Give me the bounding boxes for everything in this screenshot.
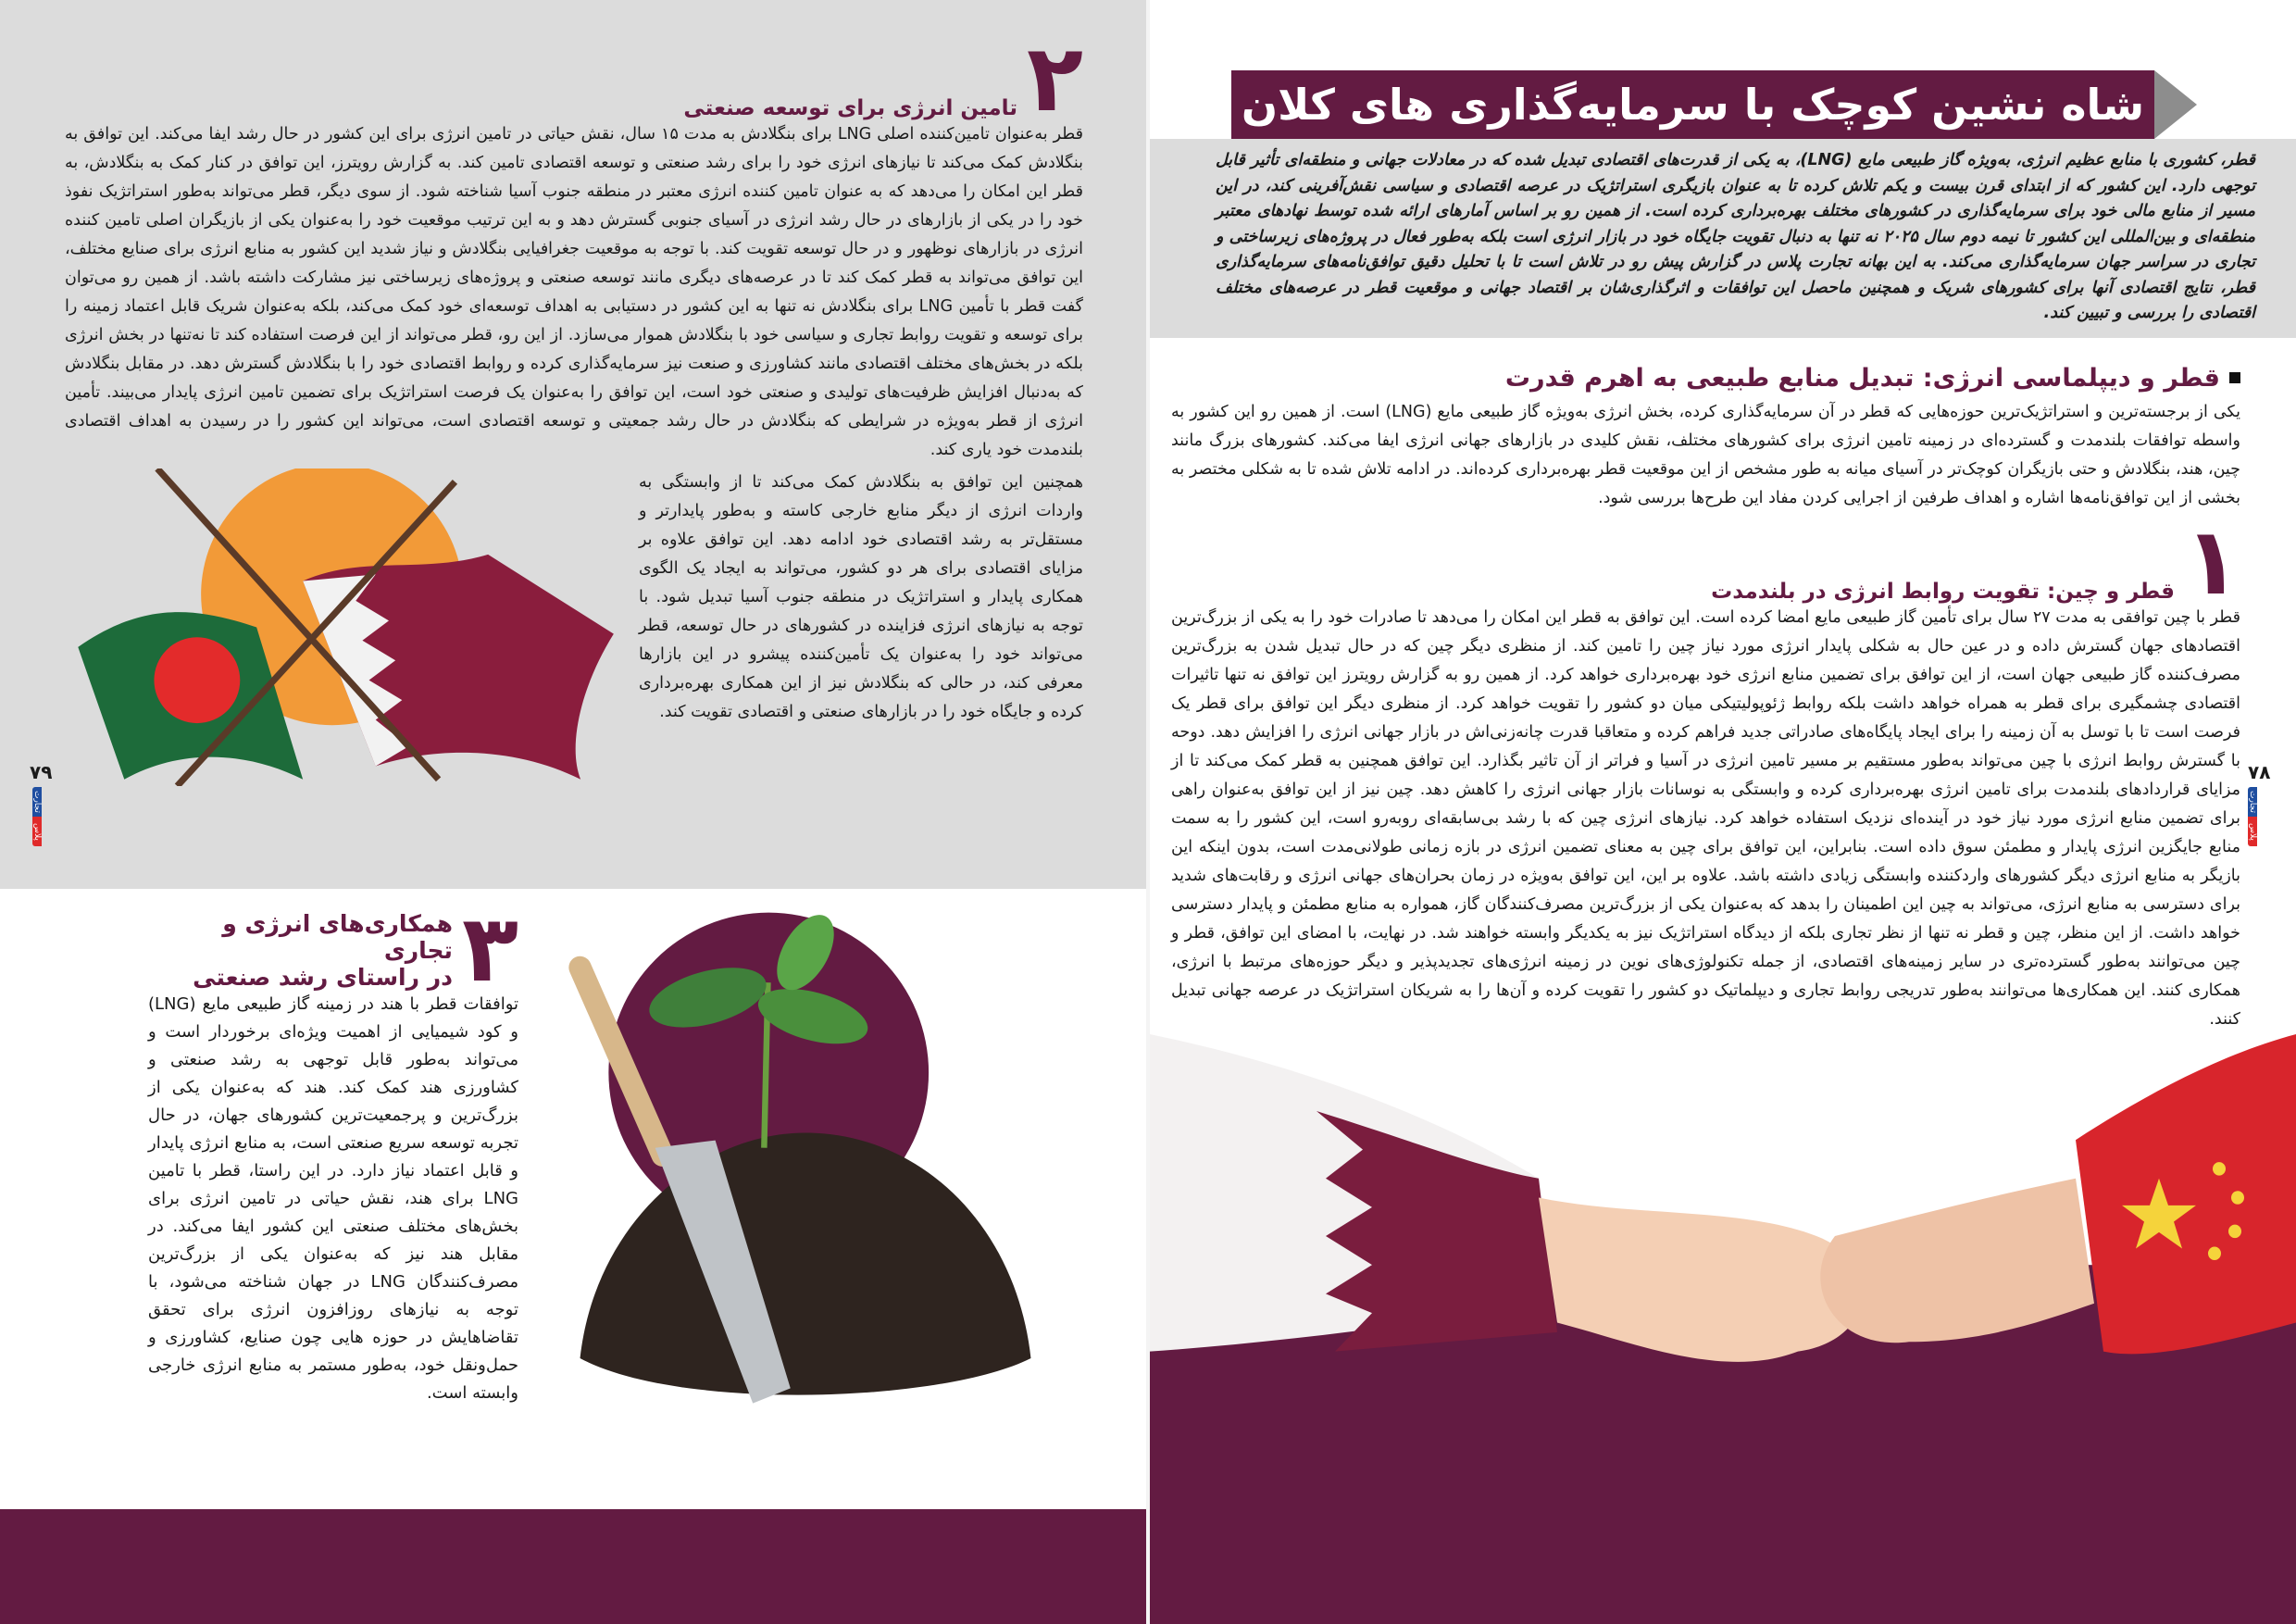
- section-3-text: [148, 894, 519, 1407]
- section-bullet-icon: [2229, 372, 2240, 383]
- title-row: [1150, 0, 2296, 139]
- section-1-heading: قطر و چین: تقویت روابط انرژی در بلندمدت: [1711, 579, 2175, 604]
- section-1-header: [1171, 506, 2240, 616]
- main-section-heading: قطر و دیپلماسی انرژی: تبدیل منابع طبیعی به اهرم قدرت: [1504, 363, 2220, 393]
- section-2-heading: تامین انرژی برای توسعه صنعتی: [683, 96, 1017, 120]
- china-sleeve: [2076, 1034, 2296, 1354]
- page-number-right: ۷۸: [2248, 761, 2271, 783]
- section-2-body-wrap: همچنین این توافق به بنگلادش کمک می‌کند تا از وابستگی به واردات انرژی از دیگر منابع خارجی کاسته و به‌طور پایدارتر و مستقل‌تر به رشد اقتصادی خود ادامه دهد. این توافق علاوه بر مزایای اقتصادی برای هر دو کشور، می‌تواند به ایجاد یک الگوی همکاری پایدار و استراتژیک در منطقه جنوب آسیا تبدیل شود. با توجه به نیازهای انرژی فزاینده در کشورهای در حال توسعه، قطر می‌تواند خود را به‌عنوان یک تأمین‌کننده پیشرو در این بازارها معرفی کند، در حالی که بنگلادش نیز از این همکاری بهره‌برداری کرده و جایگاه خود را در بازارهای صنعتی و اقتصادی تقویت کند.: [639, 473, 1083, 721]
- page-number-left: ۷۹: [30, 761, 53, 783]
- right-page: [1150, 0, 2296, 1624]
- section-3-heading-line2: در راستای رشد صنعتی: [193, 964, 453, 991]
- section-2-body: قطر به‌عنوان تامین‌کننده اصلی LNG برای بنگلادش به مدت ۱۵ سال، نقش حیاتی در تامین انرژی برای این کشور در حال رشد ایفا می‌کند. این توافق به بنگلادش کمک می‌کند تا نیازهای انرژی خود را برای رشد صنعتی و توسعه اقتصادی تامین کند. به گزارش رویترز، این توافق در کنار کمک به بنگلادش، به قطر این امکان را می‌دهد که به عنوان تامین کننده انرژی معتبر در منطقه جنوب آسیا شناخته شود. از سوی دیگر، قطر می‌تواند به‌طور استراتژیک نفوذ خود را در یکی از بازارهای در حال رشد انرژی در آسیای جنوبی گسترش دهد و به این ترتیب موقعیت خود را به‌عنوان یکی از بازیگران اصلی تامین کننده انرژی در بازارهای نوظهور و در حال توسعه تقویت کند. با توجه به موقعیت جغرافیایی بنگلادش و نیاز شدید این کشور به منابع انرژی برای صنایع مختلف، این توافق می‌تواند به قطر کمک کند تا در عرصه‌های دیگری مانند توسعه صنعتی و پروژه‌های زیرساختی نیز مشارکت داشته باشد. از همین رو می‌توان گفت قطر با تأمین LNG برای بنگلادش نه تنها به این کشور در دستیابی به اهداف توسعه‌ای خود کمک می‌کند، بلکه به‌عنوان شریک قابل اعتماد زمینه را برای توسعه و تقویت روابط تجاری و سیاسی خود با بنگلادش هموار می‌سازد. از این رو، قطر می‌تواند از این فرصت استفاده کند تا نه‌تنها در بخش انرژی بلکه در بخش‌های مختلف اقتصادی مانند کشاورزی و صنعت نیز سرمایه‌گذاری کرده و روابط اقتصادی خود را با بنگلادش گسترش دهد. در مقابل بنگلادش که به‌دنبال افزایش ظرفیت‌های تولیدی و صنعتی خود است، این توافق را به‌عنوان یک فرصت استراتژیک برای تضمین تامین انرژی پایدار می‌بیند. تأمین انرژی از قطر به‌ویژه در شرایطی که بنگلادش در حال رشد جمعیتی و توسعه اقتصادی است، می‌تواند این کشور را در رسیدن به اهداف اقتصادی بلندمدت خود یاری کند.: [65, 125, 1084, 459]
- logo-bottom: پلاس: [32, 817, 42, 846]
- magazine-logo-right: [2248, 787, 2268, 846]
- article-intro: قطر، کشوری با منابع عظیم انرژی، به‌ویژه گاز طبیعی مایع (LNG)، به یکی از قدرت‌های اقتصادی تبدیل شده که در معادلات جهانی و منطقه‌ای تأثیر قابل توجهی دارد. این کشور که از ابتدای قرن بیست و یکم تلاش کرده تا به عنوان بازیگری استراتژیک در عرصه اقتصادی و سیاسی نقش‌آفرینی کند، در این مسیر از منابع مالی خود برای سرمایه‌گذاری در کشورهای مختلف بهره‌برداری کرده است. از همین رو بر اساس آمارهای ارائه شده توسط نهادهای معتبر منطقه‌ای و بین‌المللی این کشور تا نیمه دوم سال ۲۰۲۵ نه تنها به دنبال تقویت جایگاه خود در بازار انرژی است بلکه به‌طور فعال در پروژه‌های زیرساختی و تجاری در سراسر جهان سرمایه‌گذاری می‌کند. به این بهانه تجارت پلاس در گزارش پیش رو در تلاش است تا با تحلیل دقیق توافق‌نامه‌های سرمایه‌گذاری قطر، نتایج اقتصادی آنها برای کشورهای شریک و همچنین ماحصل این توافقات و اثرگذاری‌شان بر اقتصاد جهانی و موقعیت قطر در عرصه‌های مختلف اقتصادی را بررسی و تبیین کند.: [1216, 151, 2255, 322]
- article-title: شاه نشین کوچک با سرمایه‌گذاری های کلان: [1231, 70, 2154, 139]
- left-bottom-band: [0, 1509, 1148, 1624]
- left-page-gray-panel: [0, 0, 1148, 889]
- title-arrow-icon: [2154, 70, 2197, 139]
- logo-bottom: پلاس: [2248, 817, 2257, 846]
- seedling-illustration: [528, 907, 1083, 1426]
- section-3-number: ۳: [461, 894, 518, 1003]
- handshake-area: [1150, 1034, 2296, 1624]
- main-section-header: [1171, 364, 2240, 393]
- qatar-china-handshake-illustration: [1150, 1034, 2296, 1624]
- section-2-wrap-row: [65, 468, 1083, 786]
- bangladesh-flag-disc: [154, 637, 240, 723]
- china-flag-small-star: [2213, 1162, 2226, 1176]
- section-1-body: قطر با چین توافقی به مدت ۲۷ سال برای تأمین گاز طبیعی مایع امضا کرده است. این توافق به قطر این امکان را می‌دهد تا صادرات خود را به یکی از بزرگ‌ترین اقتصادهای جهان گسترش داده و در عین حال به شکلی پایدار انرژی مورد نیاز چین را تامین کند. از منظری دیگر چین که در حال تبدیل شدن به بزرگ‌ترین مصرف‌کننده گاز طبیعی جهان است، از این توافق برای تضمین منابع انرژی خود بهره‌برداری خواهد کرد. از همین رو به گزارش رویترز این توافق نه تنها تاثیرات اقتصادی چشمگیری برای قطر به همراه خواهد داشت بلکه روابط ژئوپولیتیکی میان دو کشور را تقویت خواهد کرد. از منظری دیگر این توافق برای قطر یک فرصت است تا با توسل به آن زمینه را برای ایجاد پایگاه‌های صادراتی جدید فراهم کرده و متعاقبا قدرت چانه‌زنی‌اش در بازار جهانی انرژی را افزایش دهد. دوحه با گسترش روابط انرژی با چین می‌تواند به‌طور مستقیم بر مسیر تامین انرژی در آسیا و فراتر از آن تاثیر بگذارد. این توافق همچنین به قطر کمک می‌کند تا از مزایای قراردادهای بلندمدت برای تامین انرژی بهره‌برداری کرده و وابستگی به نوسانات بازار جهانی انرژی را کاهش دهد. چین نیز از این توافق به‌عنوان راهی برای تضمین منابع انرژی مورد نیاز خود در آینده‌ای نزدیک استفاده خواهد کرد. نیازهای انرژی چین که با رشد بی‌سابقه‌ای روبه‌رو است، این کشور را به سمت منابع جایگزین انرژی پایدار و مطمئن سوق داده است. بنابراین، این توافق برای چین به معنای تضمین انرژی در بازه زمانی طولانی‌مدت است، بدون اینکه این بازیگر به منابع انرژی دیگر کشورهای واردکننده وابستگی زیادی داشته باشد. علاوه بر این، این توافق به‌ویژه در زمان بحران‌های جهانی انرژی و رقابت‌های شدید برای دسترسی به منابع انرژی، می‌تواند به چین این اطمینان را بدهد که به‌عنوان یکی از بزرگ‌ترین مصرف‌کنندگان گاز، همواره به منابع مطمئن و پایدار دسترسی خواهد داشت. از این منظر، چین و قطر نه تنها از نظر تجاری بلکه از دیدگاه استراتژیک نیز به یکدیگر وابسته خواهند شد. در نهایت، با امضای این توافق، قطر و چین می‌توانند به‌طور گسترده‌تری در سایر زمینه‌های اقتصادی، از جمله تکنولوژی‌های نوین در زمینه انرژی‌های تجدیدپذیر و دیگر حوزه‌های مرتبط با انرژی، همکاری کنند. این همکاری‌ها می‌توانند به‌طور تدریجی روابط تجاری و دیپلماتیک دو کشور را تقویت کرده و آن‌ها را به شریکان استراتژیک در عرصه جهانی تبدیل کنند.: [1171, 607, 2240, 1029]
- section-1-number: ۱: [2183, 506, 2240, 616]
- logo-top: تجارت: [32, 787, 42, 817]
- section-3-body: توافقات قطر با هند در زمینه گاز طبیعی مایع (LNG) و کود شیمیایی از اهمیت ویژه‌ای برخوردار است و می‌تواند به‌طور قابل توجهی به رشد صنعتی و کشاورزی هند کمک کند. هند که به‌عنوان یکی از بزرگ‌ترین و پرجمعیت‌ترین کشورهای جهان، در حال تجربه توسعه سریع صنعتی است، به منابع انرژی پایدار و قابل اعتماد نیاز دارد. در این راستا، قطر با تامین LNG برای هند، نقش حیاتی در تامین انرژی برای بخش‌های مختلف صنعتی این کشور ایفا می‌کند. در مقابل هند نیز که به‌عنوان یکی از بزرگ‌ترین مصرف‌کنندگان LNG در جهان شناخته می‌شود، با توجه به نیازهای روزافزون انرژی برای تحقق تقاضاهایش در حوزه هایی چون صنایع، کشاورزی و حمل‌ونقل خود، به‌طور مستمر به منابع انرژی خارجی وابسته است.: [148, 994, 519, 1403]
- main-section-body: یکی از برجسته‌ترین و استراتژیک‌ترین حوزه‌هایی که قطر در آن سرمایه‌گذاری کرده، بخش انرژی به‌ویژه گاز طبیعی مایع (LNG) است. از همین رو این کشور به واسطه توافقات بلندمدت و گسترده‌ای در زمینه تامین انرژی برای کشورهای مختلف، نقش کلیدی در بازارهای جهانی انرژی ایفا می‌کند. کشورهای بزرگ مانند چین، هند، بنگلادش و حتی بازیگران کوچک‌تر در آسیای میانه به طور مشخص از این موقعیت قطر بهره‌برداری کرده‌اند. در ادامه تلاش شده تا به شکلی مختصر به بخشی از این توافق‌نامه‌ها اشاره و اهداف طرفین از اجرایی کردن مفاد این طرح‌ها بررسی شود.: [1171, 402, 2240, 507]
- section-3: [0, 889, 1148, 1509]
- china-flag-small-star: [2228, 1224, 2241, 1238]
- china-flag-small-star: [2231, 1191, 2244, 1205]
- intro-panel: [1150, 139, 2296, 338]
- section-2-number: ۲: [1026, 24, 1083, 132]
- qatar-bangladesh-flags-illustration: [65, 468, 620, 786]
- magazine-logo-left: [32, 787, 53, 846]
- logo-top: تجارت: [2248, 787, 2257, 817]
- china-flag-small-star: [2208, 1246, 2221, 1260]
- section-3-header: [148, 894, 518, 1003]
- section-2-header: [65, 24, 1083, 132]
- section-3-heading-line1: همکاری‌های انرژی و تجاری: [222, 910, 453, 964]
- right-page-content: [1150, 338, 2296, 1034]
